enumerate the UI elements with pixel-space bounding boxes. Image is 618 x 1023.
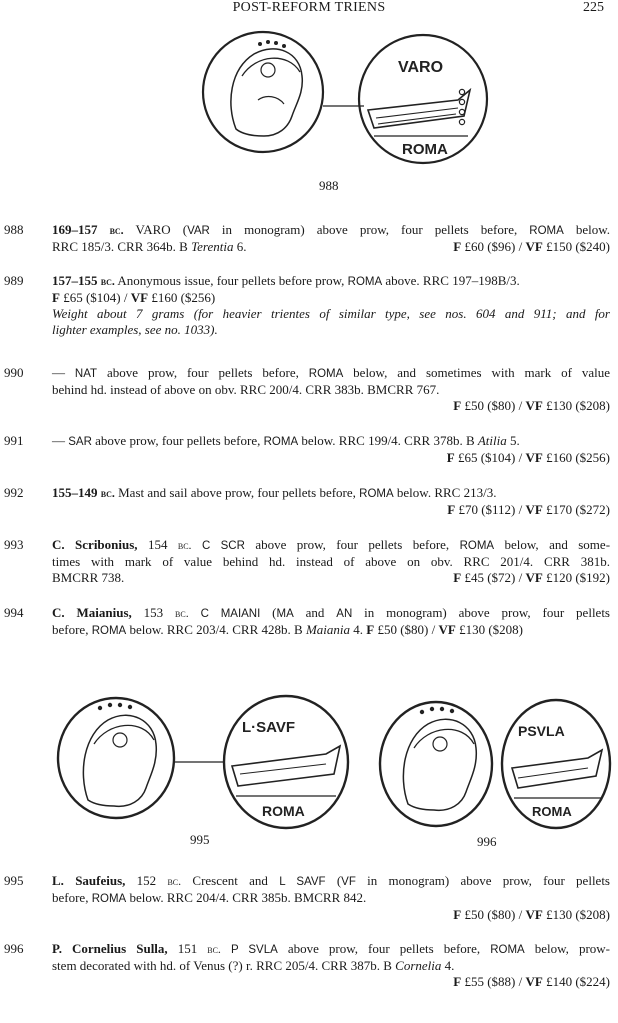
grade-f: F: [453, 239, 462, 254]
entry-number: 996: [4, 941, 24, 956]
entry-line: [52, 554, 610, 570]
coin-figure-988: [196, 24, 496, 174]
entry-text: above prow, four pellets before,: [91, 433, 264, 448]
entry-line: [52, 485, 610, 502]
legend-text: ROMA: [263, 436, 299, 448]
grade-f: F: [52, 290, 60, 305]
legend-text: C MAIANI: [200, 608, 261, 620]
grade-f: F: [453, 907, 462, 922]
entry-text: 152: [125, 873, 168, 888]
entry-text: (: [325, 873, 342, 888]
bc-label: bc.: [167, 874, 182, 888]
price-value: £65 ($104) /: [59, 290, 131, 305]
entry-line: [52, 239, 610, 255]
entry-text: below.: [563, 222, 610, 237]
price-value: £45 ($72) /: [461, 570, 526, 585]
entry-text: Crescent and: [181, 873, 280, 888]
entry-text: in monogram) above prow, four pellets before,: [209, 222, 530, 237]
figure-caption-996: 996: [477, 834, 497, 849]
entry-reference: RRC 185/3. CRR 364b. B: [52, 239, 192, 254]
entry-text: [221, 941, 231, 956]
price-value: £50 ($80) /: [461, 398, 526, 413]
grade-f: F: [453, 570, 462, 585]
coin-995-rev-legend: L·SAVF: [242, 719, 296, 736]
entry-text: 4.: [441, 958, 455, 973]
entry-date: 157–155: [52, 273, 101, 288]
grade-f: F: [453, 974, 462, 989]
coin-996-rev-exergue: ROMA: [532, 804, 572, 819]
legend-text: ROMA: [91, 893, 127, 905]
price-value: £160 ($256): [542, 450, 610, 465]
price-value: £170 ($272): [542, 502, 610, 517]
legend-text: ROMA: [459, 540, 495, 552]
entry-text: in monogram) above prow, four pellets: [352, 605, 610, 620]
entry-note: [52, 306, 610, 322]
entry-text: 6.: [233, 239, 247, 254]
figure-caption-995: 995: [190, 832, 210, 847]
grade-vf: VF: [130, 290, 149, 305]
price: [52, 907, 610, 923]
entry-line: [52, 622, 610, 639]
entry-date: 169–157: [52, 222, 110, 237]
grade-vf: VF: [525, 974, 543, 989]
price-value: £150 ($240): [542, 239, 610, 254]
entry-line: [52, 605, 610, 622]
entry-number: 989: [4, 273, 24, 288]
note-text: lighter examples, see no. 1033).: [52, 322, 218, 337]
price-value: £160 ($256): [148, 290, 216, 305]
legend-text: AN: [336, 608, 353, 620]
entry-reference: times with mark of value behind hd. instead of above on obv. RRC 201/4. CRR 381b.: [52, 554, 610, 569]
entry-text: above. RRC 197–198B/3.: [382, 273, 520, 288]
price-value: £60 ($96) /: [461, 239, 526, 254]
entry-text: above prow, four pellets before,: [244, 537, 460, 552]
reference-family: Maiania: [305, 622, 350, 637]
entry-text: below, and some-: [494, 537, 611, 552]
moneyer-name: C. Scribonius,: [52, 537, 138, 552]
entry-text: [189, 605, 201, 620]
grade-vf: VF: [525, 450, 543, 465]
bc-label: bc.: [100, 486, 115, 500]
entry-line: [52, 890, 610, 907]
entry-line: [52, 941, 610, 958]
entry-line: [52, 873, 610, 890]
price: [52, 974, 610, 990]
entry-line: [52, 382, 610, 398]
legend-text: ROMA: [529, 225, 564, 237]
entry-text: before,: [52, 890, 92, 905]
coin-drawing-988: [196, 24, 496, 174]
entry-text: above prow, four pellets before,: [97, 365, 309, 380]
moneyer-name: C. Maianius,: [52, 605, 132, 620]
entry-text: VARO (: [123, 222, 188, 237]
page-header-title: POST-REFORM TRIENS: [232, 0, 386, 15]
reference-family: Atilia: [477, 433, 507, 448]
price-value: £130 ($208): [455, 622, 523, 637]
price: [52, 290, 610, 306]
grade-f: F: [366, 622, 375, 637]
coin-995-rev-exergue: ROMA: [262, 803, 305, 819]
price-value: £50 ($80) /: [374, 622, 439, 637]
grade-f: F: [453, 398, 462, 413]
page-number: 225: [583, 0, 604, 15]
note-text: Weight about 7 grams (for heavier trientes of similar type, see nos. 604 and 911; and for: [52, 306, 610, 321]
entry-note: [52, 322, 610, 338]
legend-text: VF: [341, 876, 356, 888]
entry-text: in monogram) above prow, four pellets: [355, 873, 610, 888]
entry-reference: BMCRR 738.: [52, 570, 125, 585]
entry-number: 991: [4, 433, 24, 448]
entry-text: (: [260, 605, 277, 620]
grade-vf: VF: [525, 907, 543, 922]
entry-reference: below. RRC 204/4. CRR 385b. BMCRR 842.: [126, 890, 367, 905]
price-value: £70 ($112) /: [455, 502, 526, 517]
entry-text: —: [52, 433, 69, 448]
coin-figure-995-996: [56, 692, 616, 832]
entry-text: 153: [131, 605, 176, 620]
entry-text: Mast and sail above prow, four pellets before,: [114, 485, 360, 500]
coin-drawing-995-996: [56, 692, 616, 832]
bc-label: bc.: [109, 223, 124, 237]
entry-text: 4.: [350, 622, 367, 637]
entry-text: below, prow-: [524, 941, 610, 956]
figure-caption-988: 988: [319, 178, 339, 193]
legend-text: ROMA: [359, 488, 394, 500]
bc-label: bc.: [207, 942, 221, 956]
entry-number: 992: [4, 485, 24, 500]
price-value: £55 ($88) /: [461, 974, 526, 989]
entry-text: [192, 537, 202, 552]
entry-date: 155–149: [52, 485, 101, 500]
grade-vf: VF: [525, 398, 543, 413]
grade-vf: VF: [525, 570, 543, 585]
entry-line: [52, 958, 610, 974]
entry-line: [52, 222, 610, 239]
entry-text: and: [293, 605, 337, 620]
legend-text: SAR: [68, 436, 92, 448]
entry-text: above prow, four pellets before,: [277, 941, 491, 956]
price-value: £65 ($104) /: [454, 450, 526, 465]
legend-text: ROMA: [347, 276, 383, 288]
moneyer-name: P. Cornelius Sulla,: [52, 941, 168, 956]
price-value: £50 ($80) /: [461, 907, 526, 922]
entry-reference: behind hd. instead of above on obv. RRC 200/4. CRR 383b. BMCRR 767.: [52, 382, 440, 397]
entry-number: 990: [4, 365, 24, 380]
legend-text: ROMA: [490, 944, 525, 956]
entry-text: below. RRC 199/4. CRR 378b. B: [298, 433, 478, 448]
grade-vf: VF: [525, 239, 543, 254]
entry-number: 988: [4, 222, 24, 237]
legend-text: L SAVF: [279, 876, 326, 888]
bc-label: bc.: [100, 274, 115, 288]
entry-reference: below. RRC 203/4. CRR 428b. B: [126, 622, 306, 637]
grade-vf: VF: [438, 622, 456, 637]
price: [453, 239, 610, 255]
entry-text: below, and sometimes with mark of value: [343, 365, 611, 380]
grade-f: F: [447, 502, 456, 517]
reference-family: Terentia: [191, 239, 234, 254]
entry-reference: stem decorated with hd. of Venus (?) r. RRC 205/4. CRR 387b. B: [52, 958, 396, 973]
entry-line: [52, 433, 610, 450]
entry-text: 151: [167, 941, 208, 956]
legend-text: ROMA: [308, 368, 344, 380]
entry-text: below. RRC 213/3.: [393, 485, 497, 500]
price-value: £140 ($224): [542, 974, 610, 989]
legend-text: ROMA: [91, 625, 127, 637]
legend-text: P SVLA: [230, 944, 278, 956]
grade-f: F: [446, 450, 455, 465]
entry-number: 994: [4, 605, 24, 620]
grade-vf: VF: [525, 502, 543, 517]
entry-line: [52, 365, 610, 382]
entry-line: [52, 273, 610, 290]
coin-988-rev-legend: VARO: [398, 59, 444, 76]
entry-line: [52, 570, 610, 586]
entry-text: Anonymous issue, four pellets before prow,: [114, 273, 348, 288]
entry-line: [52, 537, 610, 554]
coin-996-rev-legend: PSVLA: [518, 723, 565, 739]
entry-number: 993: [4, 537, 24, 552]
moneyer-name: L. Saufeius,: [52, 873, 126, 888]
price: [52, 398, 610, 414]
price: [453, 570, 610, 586]
running-header: [0, 0, 618, 20]
price-value: £130 ($208): [542, 907, 610, 922]
price-value: £130 ($208): [542, 398, 610, 413]
price: [52, 502, 610, 518]
entry-text: —: [52, 365, 75, 380]
entry-text: before,: [52, 622, 92, 637]
price-value: £120 ($192): [542, 570, 610, 585]
entry-text: 154: [137, 537, 178, 552]
bc-label: bc.: [177, 538, 192, 552]
bc-label: bc.: [175, 606, 189, 620]
entry-number: 995: [4, 873, 24, 888]
reference-family: Cornelia: [395, 958, 442, 973]
legend-text: C SCR: [201, 540, 245, 552]
entry-text: 5.: [506, 433, 520, 448]
coin-988-rev-exergue: ROMA: [402, 141, 448, 158]
legend-text: MA: [276, 608, 294, 620]
legend-text: VAR: [187, 225, 210, 237]
price: [52, 450, 610, 466]
legend-text: NAT: [74, 368, 98, 380]
